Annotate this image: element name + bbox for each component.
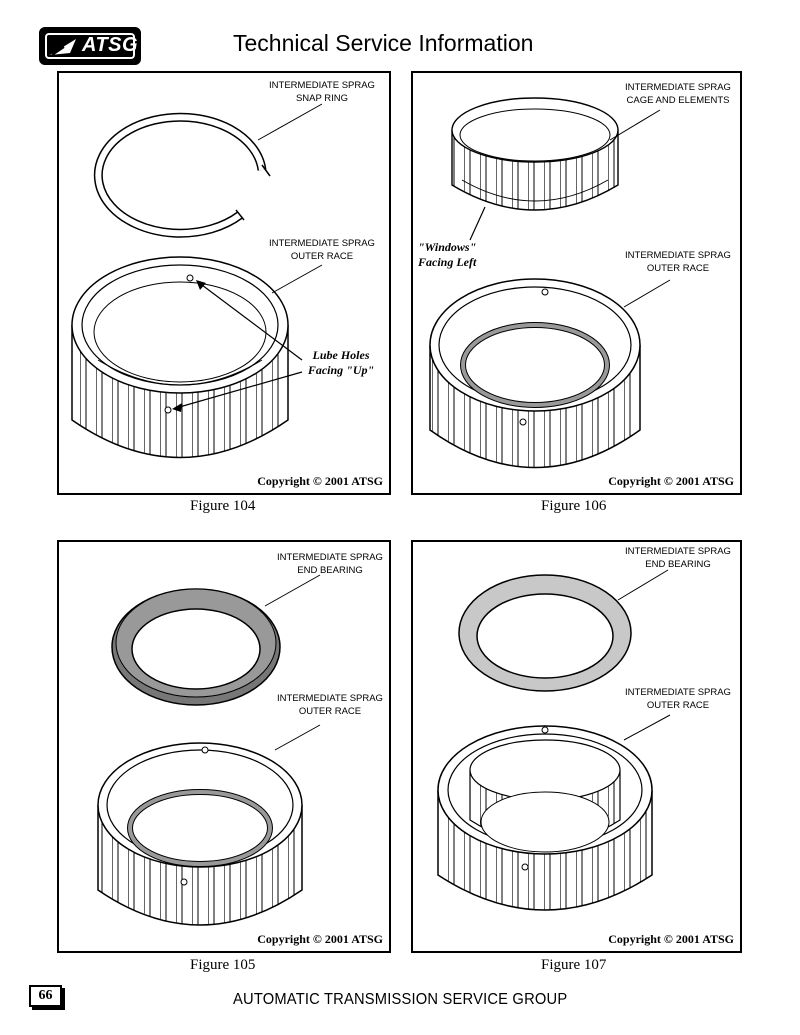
- lube-holes-callout: Lube Holes Facing "Up": [307, 348, 375, 377]
- snap-ring-label: INTERMEDIATE SPRAG SNAP RING: [269, 80, 375, 104]
- outer-race-105: [98, 743, 302, 925]
- copyright: Copyright © 2001 ATSG: [608, 474, 734, 488]
- cage-label: INTERMEDIATE SPRAG CAGE AND ELEMENTS: [625, 82, 731, 106]
- outer-race-label: INTERMEDIATE SPRAG OUTER RACE: [625, 687, 731, 711]
- page-number: 66: [29, 985, 62, 1007]
- outer-race-107: [438, 726, 652, 910]
- footer-title: AUTOMATIC TRANSMISSION SERVICE GROUP: [233, 991, 568, 1008]
- leader-line: [265, 575, 320, 606]
- end-bearing-105: [112, 589, 280, 705]
- end-bearing-107: [459, 575, 631, 691]
- leader-line: [275, 725, 320, 750]
- figure-caption: Figure 105: [190, 957, 256, 973]
- outer-race-label: INTERMEDIATE SPRAG OUTER RACE: [625, 250, 731, 274]
- arrow-line: [470, 207, 485, 240]
- copyright: Copyright © 2001 ATSG: [608, 932, 734, 946]
- figure-caption: Figure 106: [541, 498, 607, 514]
- outer-race-104: [72, 257, 288, 458]
- logo-text: ATSG: [82, 34, 139, 56]
- leader-line: [258, 104, 322, 140]
- leader-line: [624, 280, 670, 307]
- end-bearing-label: INTERMEDIATE SPRAG END BEARING: [625, 546, 731, 570]
- copyright: Copyright © 2001 ATSG: [257, 474, 383, 488]
- outer-race-106: [430, 279, 640, 468]
- figure-caption: Figure 107: [541, 957, 607, 973]
- outer-race-label: INTERMEDIATE SPRAG OUTER RACE: [269, 238, 375, 262]
- sprag-cage: [452, 98, 618, 210]
- figure-caption: Figure 104: [190, 498, 256, 514]
- outer-race-label: INTERMEDIATE SPRAG OUTER RACE: [277, 693, 383, 717]
- end-bearing-label: INTERMEDIATE SPRAG END BEARING: [277, 552, 383, 576]
- page-title: Technical Service Information: [233, 30, 534, 56]
- copyright: Copyright © 2001 ATSG: [257, 932, 383, 946]
- leader-line: [272, 265, 322, 293]
- windows-callout: "Windows" Facing Left: [418, 240, 477, 269]
- leader-line: [624, 715, 670, 740]
- leader-line: [618, 570, 668, 600]
- snap-ring: [98, 117, 270, 233]
